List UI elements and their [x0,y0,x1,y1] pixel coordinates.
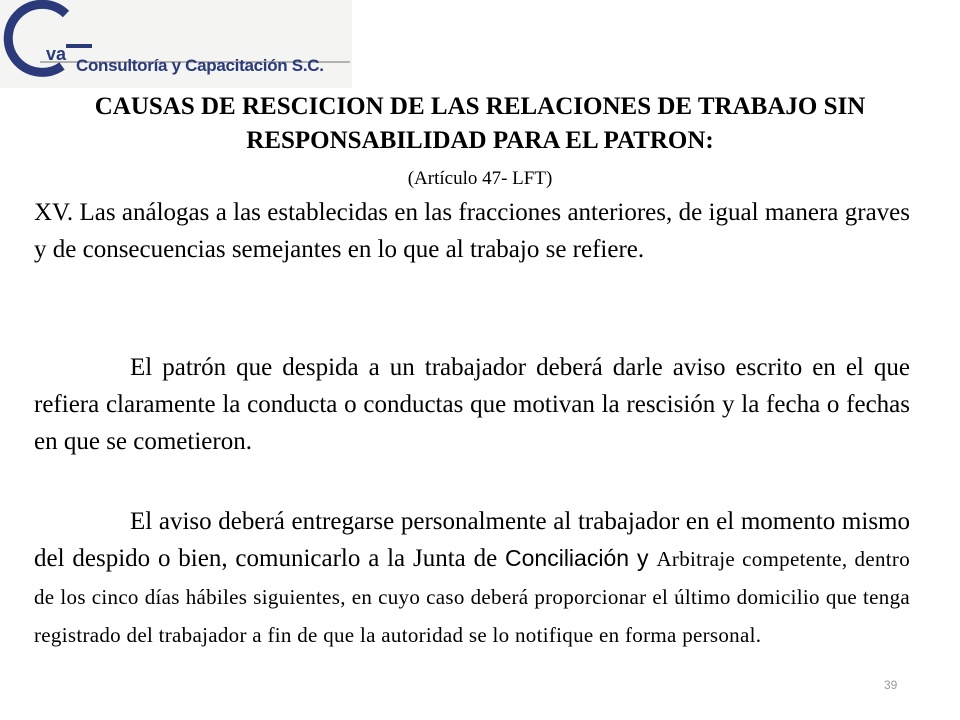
paragraph-notice-delivery [34,503,910,654]
company-logo [0,0,352,88]
paragraph-notice-delivery-part3: Arbitraje competente, dentro de los cinco días hábiles siguientes, en cuyo caso deberá proporcionar el último domicilio que tenga registrado del trabajador a fin de que la autoridad se lo notifique en forma personal. [34,547,911,647]
paragraph-notice-delivery-part1: El aviso deberá entregarse personalmente al trabajador en el momento mismo del despido o bien, comunicarlo a la Junta de [34,508,910,572]
article-reference: (Artículo 47- LFT) [407,168,553,189]
logo-letters: va [46,44,67,64]
paragraph-fraction-xv: XV. Las análogas a las establecidas en las fracciones anteriores, de igual manera graves y de consecuencias semejantes en lo que al trabajo se refiere. [34,199,910,263]
page-title: CAUSAS DE RESCICION DE LAS RELACIONES DE TRABAJO SIN RESPONSABILIDAD PARA EL PATRON: [94,93,866,154]
company-name: Consultoría y Capacitación S.C. [76,56,324,75]
paragraph-written-notice: El patrón que despida a un trabajador deberá darle aviso escrito en el que refiera claramente la conducta o conductas que motivan la rescisión y la fecha o fechas en que se cometieron. [34,354,910,455]
paragraph-notice-delivery-part2: Conciliación y [505,545,657,571]
page-number: 39 [884,678,898,692]
